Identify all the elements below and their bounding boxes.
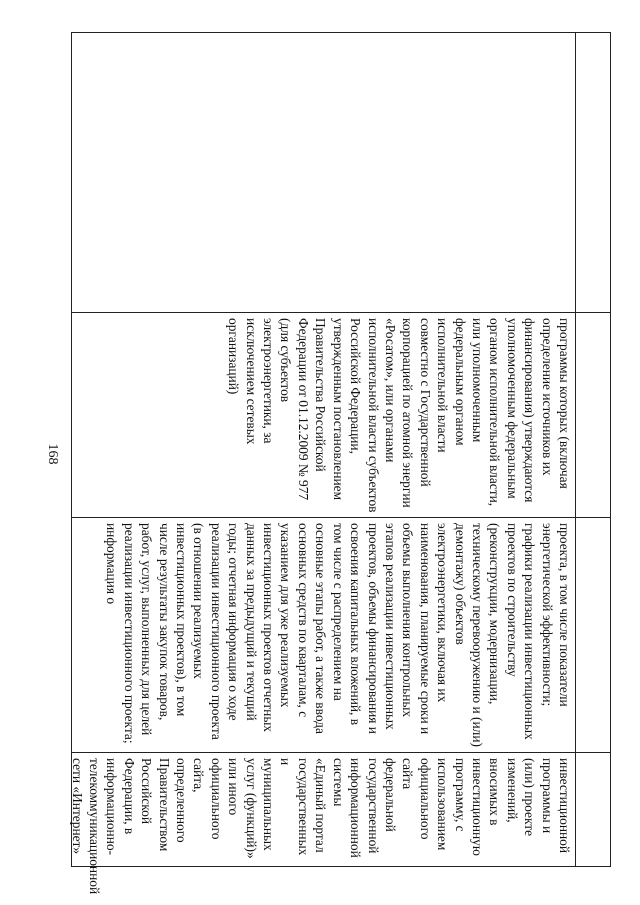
- header-cell-1: [576, 33, 610, 313]
- approval-bodies-text: программы которых (включая определение источников их финансирования) утверждаются уполномоченным федеральным органом исполнительной власти, или уполномоченным федеральным органом исполнительной власти совместно с Государственной корпорацией по атомной энергии «Росатом», или органами исполнительной власти субъектов Российской Федерации, утвержденным постановлением Правительства Российской Федерации от 01.12.2009 № 977 (для субъектов электроэнергетики, за исключением сетевых организаций): [226, 318, 572, 513]
- table-cell-approval-bodies: [72, 313, 575, 518]
- header-cell-2: [576, 313, 610, 518]
- page-number: 168: [45, 443, 60, 465]
- table-container: [69, 32, 611, 895]
- table-cell-publication-method: [69, 753, 575, 895]
- publication-method-text: инвестиционной программы и (или) проекте изменений, вносимых в инвестиционную программу, с использованием официального сайта федеральной государственной информационной системы «Единый портал государственных и муниципальных услуг (функций)» или иного официального сайта, определенного Правительством Российской Федерации, в информационно-телекоммуникационной сети «Интернет»: [69, 758, 572, 895]
- regulation-table: [69, 32, 611, 895]
- header-cell-4: [576, 753, 610, 865]
- table-cell-empty: [72, 33, 575, 313]
- disclosed-information-text: проекта, в том числе показатели энергетической эффективности; графики реализации инвестиционных проектов по строительству (реконструкции, модернизации, техническому перевооружению и (или) демонтажу) объектов электроэнергетики, включая их наименования, планируемые сроки и объемы выполнения контрольных этапов реализации инвестиционных проектов, объемы финансирования и освоения капитальных вложений, в том числе с распределением на основные этапы работ, а также ввода основных средств по кварталам, с указанием для уже реализуемых инвестиционных проектов отчетных данных за предыдущий и текущий годы; отчетная информация о ходе реализации инвестиционного проекта (в отношении реализуемых инвестиционных проектов), в том числе результаты закупок товаров, работ, услуг, выполненных для целей реализации инвестиционного проекта; информация о: [104, 523, 572, 747]
- table-header-row: [575, 33, 610, 866]
- table-cell-disclosed-information: [72, 518, 575, 753]
- table-row: [69, 33, 575, 895]
- header-cell-3: [576, 518, 610, 753]
